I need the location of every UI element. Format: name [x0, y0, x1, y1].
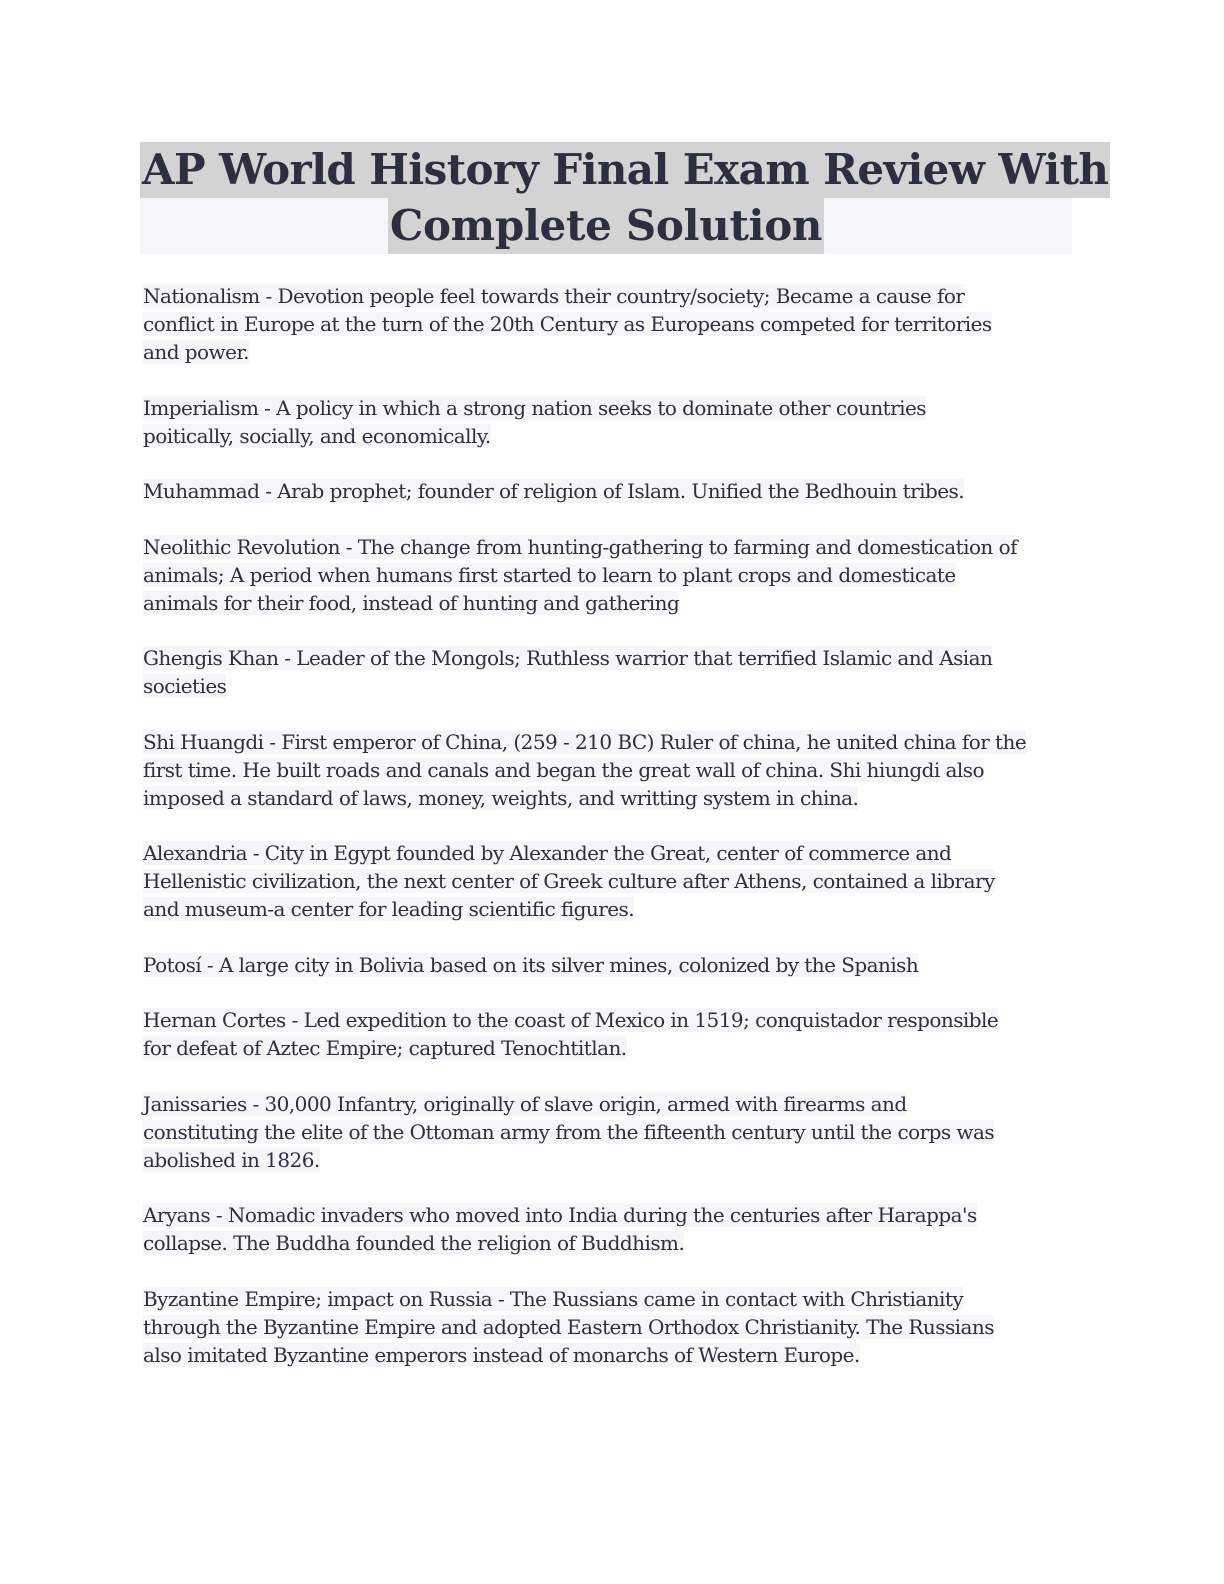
entry-line: Aryans - Nomadic invaders who moved into India during the centuries after Harappa's	[143, 1203, 977, 1227]
entry-line: and power.	[143, 340, 249, 364]
entry-line: Neolithic Revolution - The change from hunting-gathering to farming and domestication of	[143, 534, 1017, 559]
entry-line: constituting the elite of the Ottoman army from the fifteenth century until the corps was	[143, 1119, 995, 1144]
entry-shi-huangdi	[143, 728, 1083, 812]
entry-line: Alexandria - City in Egypt founded by Alexander the Great, center of commerce and	[143, 841, 952, 865]
entry-line: abolished in 1826.	[143, 1147, 320, 1172]
entry-line: animals for their food, instead of hunting and gathering	[143, 590, 680, 615]
entry-aryans	[143, 1201, 1083, 1257]
entry-line: Nationalism - Devotion people feel towards their country/society; Became a cause for	[143, 284, 965, 308]
entry-muhammad	[143, 477, 1083, 505]
title-line-2: Complete Solution	[388, 198, 824, 254]
entry-hernan-cortes	[143, 1006, 1083, 1062]
entry-line: through the Byzantine Empire and adopted Eastern Orthodox Christianity. The Russians	[143, 1314, 994, 1339]
entry-line: Janissaries - 30,000 Infantry, originally of slave origin, armed with firearms and	[143, 1091, 907, 1116]
entry-line: Hellenistic civilization, the next center of Greek culture after Athens, contained a library	[143, 869, 995, 893]
entry-neolithic-revolution	[143, 533, 1083, 617]
entry-line: and museum-a center for leading scientific figures.	[143, 897, 635, 921]
entry-imperialism	[143, 394, 1083, 450]
entry-ghengis-khan	[143, 644, 1083, 700]
entry-line: for defeat of Aztec Empire; captured Tenochtitlan.	[143, 1036, 627, 1060]
entry-line: animals; A period when humans first started to learn to plant crops and domesticate	[143, 562, 956, 587]
entry-line: poitically, socially, and economically.	[143, 423, 491, 448]
entry-line: Potosí - A large city in Bolivia based on its silver mines, colonized by the Spanish	[143, 952, 919, 977]
entry-alexandria	[143, 839, 1083, 923]
entry-potosi	[143, 951, 1083, 979]
entry-line: Muhammad - Arab prophet; founder of religion of Islam. Unified the Bedhouin tribes.	[143, 479, 965, 503]
entry-line: Ghengis Khan - Leader of the Mongols; Ruthless warrior that terrified Islamic and Asian	[143, 646, 993, 670]
entry-byzantine-empire	[143, 1285, 1083, 1369]
entry-line: Shi Huangdi - First emperor of China, (259 - 210 BC) Ruler of china, he united china for the	[143, 729, 1027, 754]
entry-nationalism	[143, 282, 1083, 366]
entry-line: Imperialism - A policy in which a strong nation seeks to dominate other countries	[143, 395, 926, 420]
glossary-list	[143, 282, 1083, 1396]
entry-line: societies	[143, 674, 227, 698]
entry-line: Hernan Cortes - Led expedition to the coast of Mexico in 1519; conquistador responsible	[143, 1008, 999, 1032]
entry-line: imposed a standard of laws, money, weights, and writting system in china.	[143, 785, 859, 810]
title-line-1: AP World History Final Exam Review With	[140, 142, 1110, 198]
entry-line: Byzantine Empire; impact on Russia - The Russians came in contact with Christianity	[143, 1286, 964, 1311]
entry-line: collapse. The Buddha founded the religion of Buddhism.	[143, 1231, 685, 1255]
entry-line: conflict in Europe at the turn of the 20th Century as Europeans competed for territories	[143, 312, 992, 336]
page-title	[140, 142, 1109, 254]
entry-line: also imitated Byzantine emperors instead of monarchs of Western Europe.	[143, 1342, 860, 1367]
entry-line: first time. He built roads and canals and began the great wall of china. Shi hiungdi also	[143, 757, 984, 782]
entry-janissaries	[143, 1090, 1083, 1174]
